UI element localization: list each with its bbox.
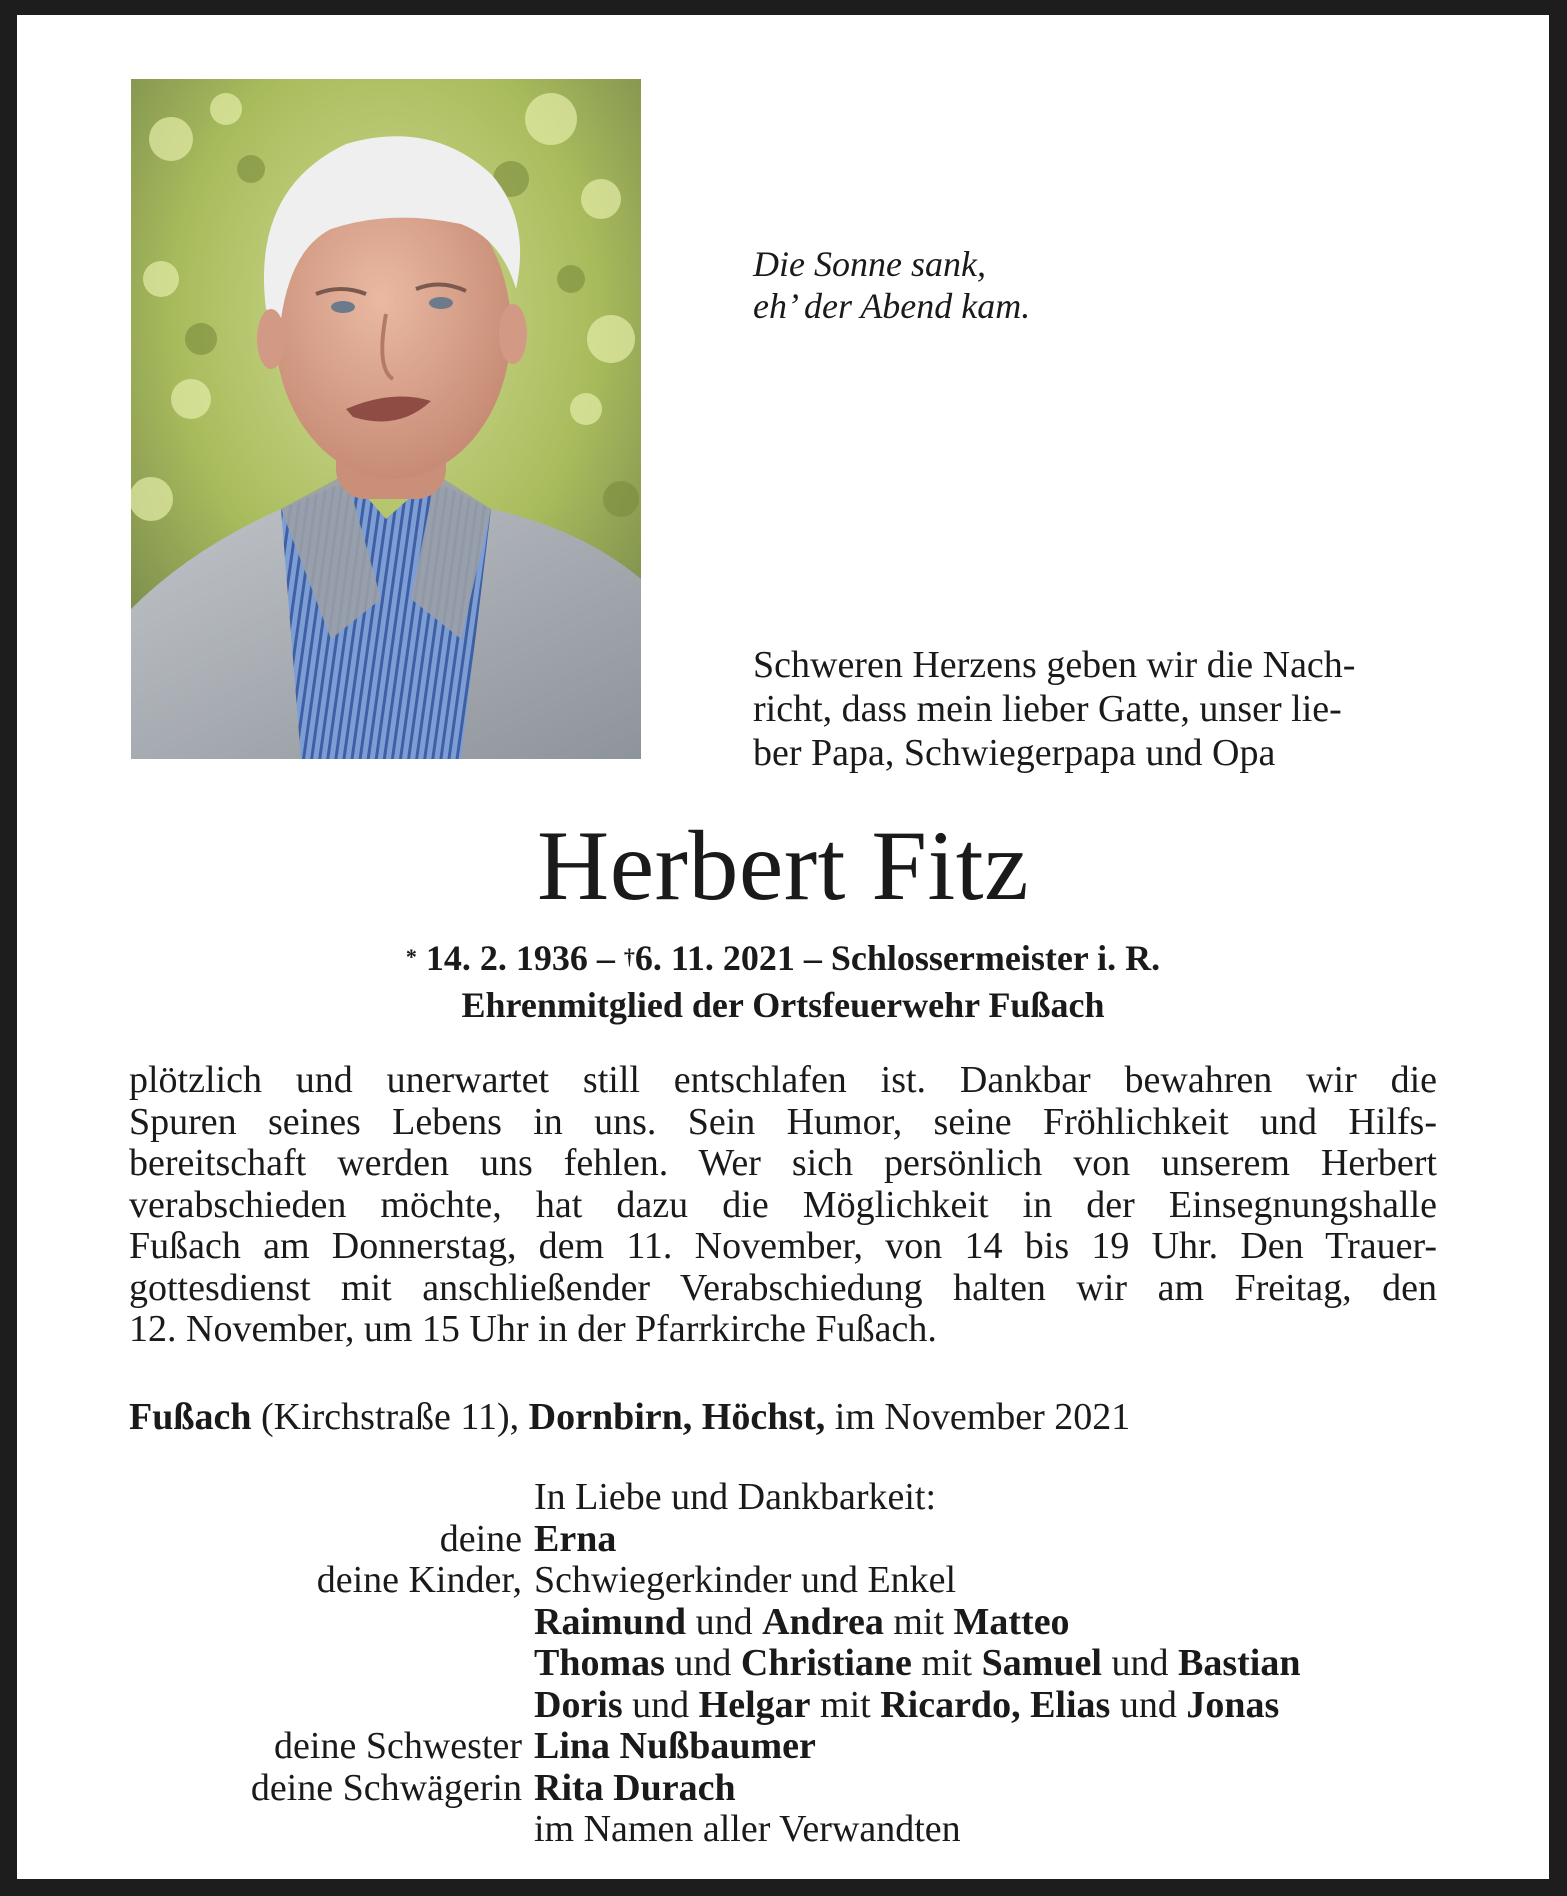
children-label: deine Kinder, xyxy=(316,1559,522,1601)
death-date: 6. 11. 2021 xyxy=(634,938,795,978)
signature-block xyxy=(129,1477,1449,1851)
signature-row-children xyxy=(129,1560,1449,1602)
connector: und xyxy=(632,1683,690,1726)
place-date: im November 2021 xyxy=(834,1396,1131,1438)
body-line: verabschieden möchte, hat dazu die Möglichkeit in der Einsegnungshalle xyxy=(129,1183,1437,1226)
body-line: gottesdienst mit anschließender Verabschiedung halten wir am Freitag, den xyxy=(129,1266,1437,1309)
place-town: Fußach xyxy=(129,1396,252,1438)
family-member: Andrea xyxy=(762,1600,884,1643)
connector: und xyxy=(1111,1642,1169,1684)
place-other-towns: Dornbirn, Höchst, xyxy=(528,1396,826,1438)
sister-in-law-label: deine Schwägerin xyxy=(250,1766,522,1809)
signature-heading-row xyxy=(129,1477,1449,1519)
wife-name: Erna xyxy=(534,1517,617,1560)
closing-text: im Namen aller Verwandten xyxy=(534,1808,961,1850)
intro-line: richt, dass mein lieber Gatte, unser lie- xyxy=(753,688,1342,730)
row-label-empty xyxy=(129,1602,534,1644)
signature-heading: In Liebe und Dankbarkeit: xyxy=(534,1476,937,1518)
family-member: Helgar xyxy=(698,1683,811,1726)
dash: – xyxy=(596,938,615,978)
intro-line: Schweren Herzens geben wir die Nach- xyxy=(753,644,1356,686)
family-member: Jonas xyxy=(1186,1683,1280,1726)
connector: mit xyxy=(893,1600,945,1643)
signature-row-family xyxy=(129,1685,1449,1727)
profession: Schlossermeister i. R. xyxy=(830,938,1161,978)
birth-date: 14. 2. 1936 xyxy=(425,938,588,978)
quote-line: eh’ der Abend kam. xyxy=(753,286,1031,326)
place-line xyxy=(129,1395,1130,1439)
death-mark: † xyxy=(623,944,635,969)
connector: und xyxy=(1119,1683,1177,1726)
signature-row-family xyxy=(129,1643,1449,1685)
family-member: Samuel xyxy=(981,1642,1102,1684)
dash: – xyxy=(803,938,822,978)
family-member: Bastian xyxy=(1177,1642,1301,1684)
quote xyxy=(753,243,1253,327)
signature-row-closing xyxy=(129,1809,1449,1851)
sister-in-law-name: Rita Durach xyxy=(534,1766,736,1809)
body-text xyxy=(129,1060,1437,1351)
family-member: Thomas xyxy=(534,1642,665,1684)
portrait-photo xyxy=(131,79,641,759)
connector: mit xyxy=(820,1683,871,1726)
sister-name: Lina Nußbaumer xyxy=(534,1725,816,1767)
wife-label: deine xyxy=(439,1517,522,1560)
signature-row-sister xyxy=(129,1726,1449,1768)
dates-line xyxy=(17,937,1549,984)
body-line: plötzlich und unerwartet still entschlafen ist. Dankbar bewahren wir die xyxy=(129,1059,1437,1101)
place-address: (Kirchstraße 11), xyxy=(260,1396,520,1438)
family-names xyxy=(534,1685,1449,1727)
family-member: Matteo xyxy=(953,1600,1070,1643)
family-member: Raimund xyxy=(534,1600,687,1643)
row-label-empty xyxy=(129,1643,534,1685)
connector: mit xyxy=(921,1642,973,1684)
body-line: 12. November, um 15 Uhr in der Pfarrkirche Fußach. xyxy=(129,1308,937,1350)
portrait-illustration xyxy=(131,79,641,759)
family-names xyxy=(534,1643,1449,1685)
connector: und xyxy=(674,1642,732,1684)
family-member: Doris xyxy=(534,1683,623,1726)
connector: und xyxy=(695,1600,753,1643)
sister-label: deine Schwester xyxy=(274,1725,522,1767)
body-line: bereitschaft werden uns fehlen. Wer sich persönlich von unserem Herbert xyxy=(129,1142,1437,1184)
life-dates xyxy=(17,937,1549,1026)
birth-mark: * xyxy=(405,944,417,969)
intro-line: ber Papa, Schwiegerpapa und Opa xyxy=(753,732,1276,774)
family-member: Christiane xyxy=(740,1642,912,1684)
signature-row-family xyxy=(129,1602,1449,1644)
obituary-page xyxy=(17,15,1549,1879)
row-label-empty xyxy=(129,1477,534,1519)
body-line: Spuren seines Lebens in uns. Sein Humor, seine Fröhlichkeit und Hilfs- xyxy=(129,1100,1437,1143)
honor: Ehrenmitglied der Ortsfeuerwehr Fußach xyxy=(461,985,1105,1025)
family-names xyxy=(534,1602,1449,1644)
row-label-empty xyxy=(129,1809,534,1851)
signature-row-sister-in-law xyxy=(129,1768,1449,1810)
quote-line: Die Sonne sank, xyxy=(753,244,986,284)
intro-text xyxy=(753,643,1443,775)
children-text: Schwiegerkinder und Enkel xyxy=(534,1559,957,1601)
deceased-name: Herbert Fitz xyxy=(537,810,1029,921)
signature-row-wife xyxy=(129,1519,1449,1561)
row-label-empty xyxy=(129,1685,534,1727)
body-line: Fußach am Donnerstag, dem 11. November, von 14 bis 19 Uhr. Den Trauer- xyxy=(129,1225,1437,1267)
family-member: Ricardo, Elias xyxy=(880,1683,1111,1726)
